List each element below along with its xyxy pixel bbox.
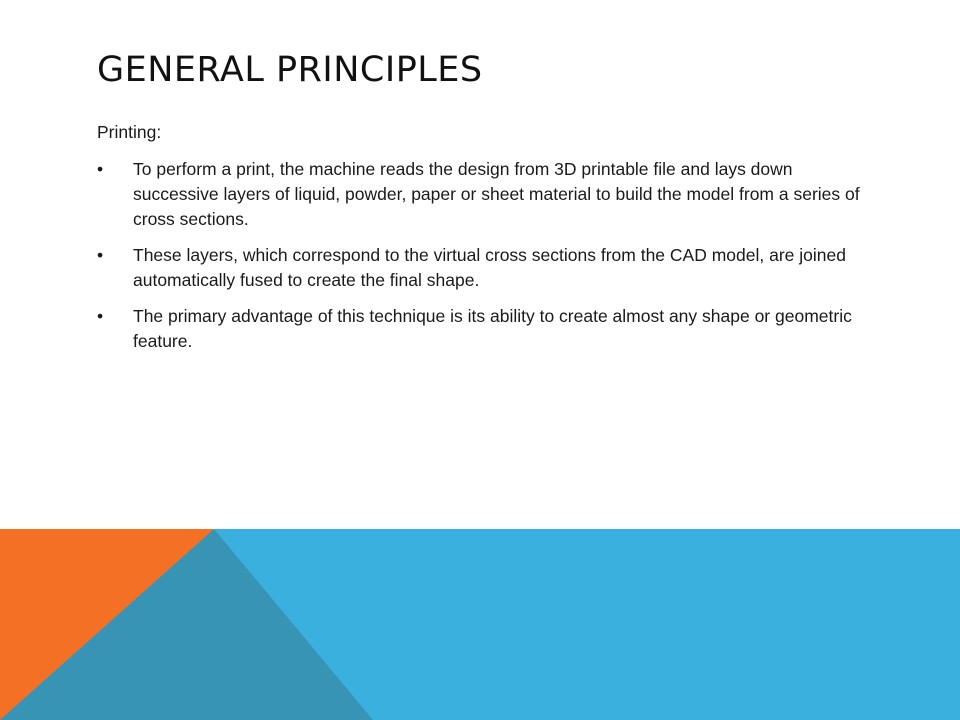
bullet-list — [97, 157, 867, 354]
bullet-icon: • — [97, 245, 104, 265]
bullet-text: To perform a print, the machine reads the design from 3D printable file and lays down successive layers of liquid, powder, paper or sheet material to build the model from a series of cross sections. — [133, 159, 860, 229]
slide-title: GENERAL PRINCIPLES — [97, 50, 483, 90]
bullet-icon: • — [97, 306, 104, 326]
slide-body — [97, 120, 867, 365]
intro-text: Printing: — [97, 122, 162, 142]
bullet-item — [97, 304, 867, 354]
bullet-item — [97, 157, 867, 232]
bullet-icon: • — [97, 159, 104, 179]
bullet-item — [97, 243, 867, 293]
decorative-banner — [0, 529, 960, 720]
bullet-text: These layers, which correspond to the virtual cross sections from the CAD model, are joined automatically fused to create the final shape. — [133, 245, 846, 290]
bullet-text: The primary advantage of this technique is its ability to create almost any shape or geometric feature. — [133, 306, 852, 351]
